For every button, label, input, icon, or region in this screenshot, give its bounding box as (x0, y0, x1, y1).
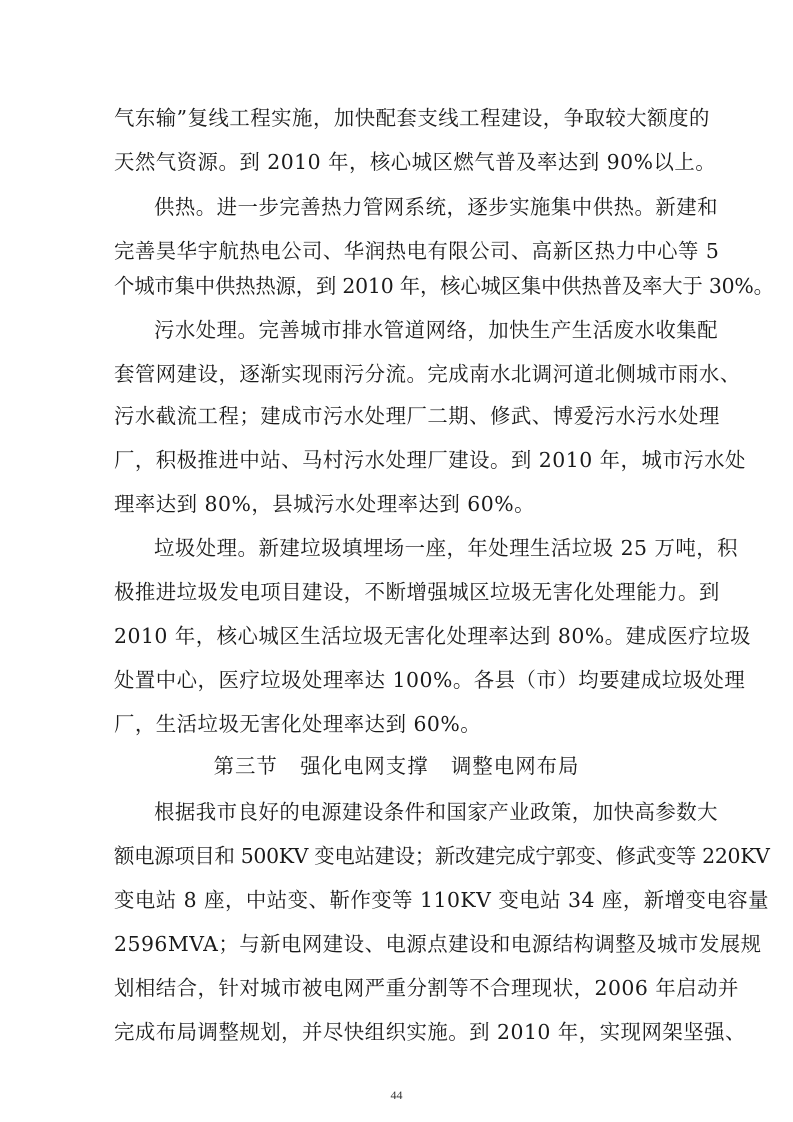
text-line: 个城市集中供热热源，到 2010 年，核心城区集中供热普及率大于 30%。 (114, 274, 774, 298)
page-number: 44 (390, 1088, 403, 1102)
text-line: 根据我市良好的电源建设条件和国家产业政策，加快高参数大 (154, 800, 719, 824)
text-line: 理率达到 80%，县城污水处理率达到 60%。 (114, 492, 535, 516)
text-line: 划相结合，针对城市被电网严重分割等不合理现状，2006 年启动并 (114, 976, 739, 1000)
text-line: 2010 年，核心城区生活垃圾无害化处理率达到 80%。建成医疗垃圾 (114, 624, 751, 648)
text-line: 2596MVA；与新电网建设、电源点建设和电源结构调整及城市发展规 (114, 932, 762, 956)
text-line: 完成布局调整规划，并尽快组织实施。到 2010 年，实现网架坚强、 (114, 1020, 746, 1044)
text-line: 额电源项目和 500KV 变电站建设；新改建完成宁郭变、修武变等 220KV (114, 844, 770, 868)
section-heading: 第三节 强化电网支撑 调整电网布局 (213, 754, 580, 778)
text-line: 厂，生活垃圾无害化处理率达到 60%。 (114, 712, 482, 736)
text-line: 完善昊华宇航热电公司、华润热电有限公司、高新区热力中心等 5 (114, 239, 720, 263)
text-line: 天然气资源。到 2010 年，核心城区燃气普及率达到 90%以上。 (114, 150, 717, 174)
text-line: 处置中心，医疗垃圾处理率达 100%。各县（市）均要建成垃圾处理 (114, 668, 746, 692)
text-line: 变电站 8 座，中站变、靳作变等 110KV 变电站 34 座，新增变电容量 (114, 888, 770, 912)
text-line: 垃圾处理。新建垃圾填埋场一座，年处理生活垃圾 25 万吨，积 (154, 536, 739, 560)
text-line: 厂，积极推进中站、马村污水处理厂建设。到 2010 年，城市污水处 (114, 448, 746, 472)
text-line: 极推进垃圾发电项目建设，不断增强城区垃圾无害化处理能力。到 (114, 580, 720, 604)
text-line: 气东输”复线工程实施，加快配套支线工程建设，争取较大额度的 (114, 106, 710, 130)
text-line: 污水处理。完善城市排水管道网络，加快生产生活废水收集配 (154, 318, 719, 342)
text-line: 供热。进一步完善热力管网系统，逐步实施集中供热。新建和 (154, 195, 719, 219)
text-line: 污水截流工程；建成市污水处理厂二期、修武、博爱污水污水处理 (114, 404, 720, 428)
text-line: 套管网建设，逐渐实现雨污分流。完成南水北调河道北侧城市雨水、 (114, 362, 741, 386)
